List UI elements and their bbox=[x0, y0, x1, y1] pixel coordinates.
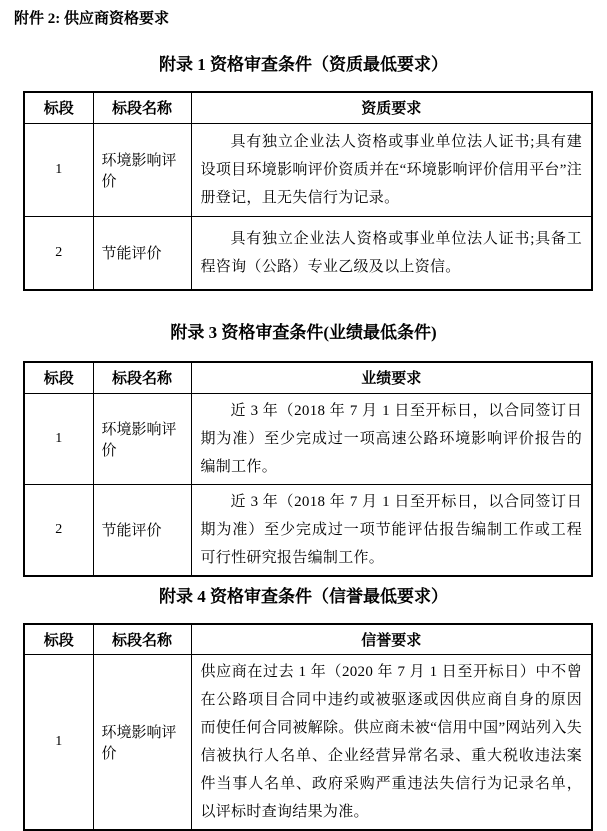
document-page bbox=[0, 10, 607, 825]
requirement-text: 具有独立企业法人资格或事业单位法人证书;具备工程咨询（公路）专业乙级及以上资信。 bbox=[191, 216, 592, 290]
requirement-text: 具有独立企业法人资格或事业单位法人证书;具有建设项目环境影响评价资质并在“环境影响评价信用平台”注册登记，且无失信行为记录。 bbox=[191, 123, 592, 216]
section-name: 环境影响评价 bbox=[93, 393, 191, 484]
performance-requirements-table bbox=[23, 361, 593, 577]
column-header-performance-requirement: 业绩要求 bbox=[191, 362, 592, 393]
bid-section-number: 1 bbox=[24, 393, 93, 484]
column-header-bid-section: 标段 bbox=[24, 92, 93, 123]
section-name: 节能评价 bbox=[93, 216, 191, 290]
appendix-3-heading: 附录 3 资格审查条件(业绩最低条件) bbox=[0, 322, 607, 344]
reputation-requirements-table bbox=[23, 623, 593, 831]
bid-section-number: 2 bbox=[24, 216, 93, 290]
requirement-text: 近 3 年（2018 年 7 月 1 日至开标日，以合同签订日期为准）至少完成过一项高速公路环境影响评价报告的编制工作。 bbox=[191, 393, 592, 484]
table-row bbox=[24, 484, 592, 576]
bid-section-number: 1 bbox=[24, 123, 93, 216]
column-header-qualification-requirement: 资质要求 bbox=[191, 92, 592, 123]
column-header-section-name: 标段名称 bbox=[93, 624, 191, 655]
requirement-text: 近 3 年（2018 年 7 月 1 日至开标日，以合同签订日期为准）至少完成过一项节能评估报告编制工作或工程可行性研究报告编制工作。 bbox=[191, 484, 592, 576]
section-name: 环境影响评价 bbox=[93, 655, 191, 831]
section-name: 节能评价 bbox=[93, 484, 191, 576]
column-header-section-name: 标段名称 bbox=[93, 92, 191, 123]
column-header-reputation-requirement: 信誉要求 bbox=[191, 624, 592, 655]
bid-section-number: 2 bbox=[24, 484, 93, 576]
table-row bbox=[24, 393, 592, 484]
table-header-row bbox=[24, 624, 592, 655]
requirement-text: 供应商在过去 1 年（2020 年 7 月 1 日至开标日）中不曾在公路项目合同中违约或被驱逐或因供应商自身的原因而使任何合同被解除。供应商未被“信用中国”网站列入失信被执行人名单、企业经营异常名录、重大税收违法案件当事人名单、政府采购严重违法失信行为记录名单，以评标时查询结果为准。 bbox=[191, 655, 592, 831]
column-header-section-name: 标段名称 bbox=[93, 362, 191, 393]
table-row bbox=[24, 655, 592, 831]
column-header-bid-section: 标段 bbox=[24, 624, 93, 655]
table-header-row bbox=[24, 92, 592, 123]
section-name: 环境影响评价 bbox=[93, 123, 191, 216]
attachment-title: 附件 2: 供应商资格要求 bbox=[14, 10, 607, 28]
appendix-1-heading: 附录 1 资格审查条件（资质最低要求） bbox=[0, 54, 607, 76]
appendix-4-heading: 附录 4 资格审查条件（信誉最低要求） bbox=[0, 586, 607, 608]
column-header-bid-section: 标段 bbox=[24, 362, 93, 393]
qualification-requirements-table bbox=[23, 91, 593, 291]
table-header-row bbox=[24, 362, 592, 393]
table-row bbox=[24, 123, 592, 216]
bid-section-number: 1 bbox=[24, 655, 93, 831]
table-row bbox=[24, 216, 592, 290]
